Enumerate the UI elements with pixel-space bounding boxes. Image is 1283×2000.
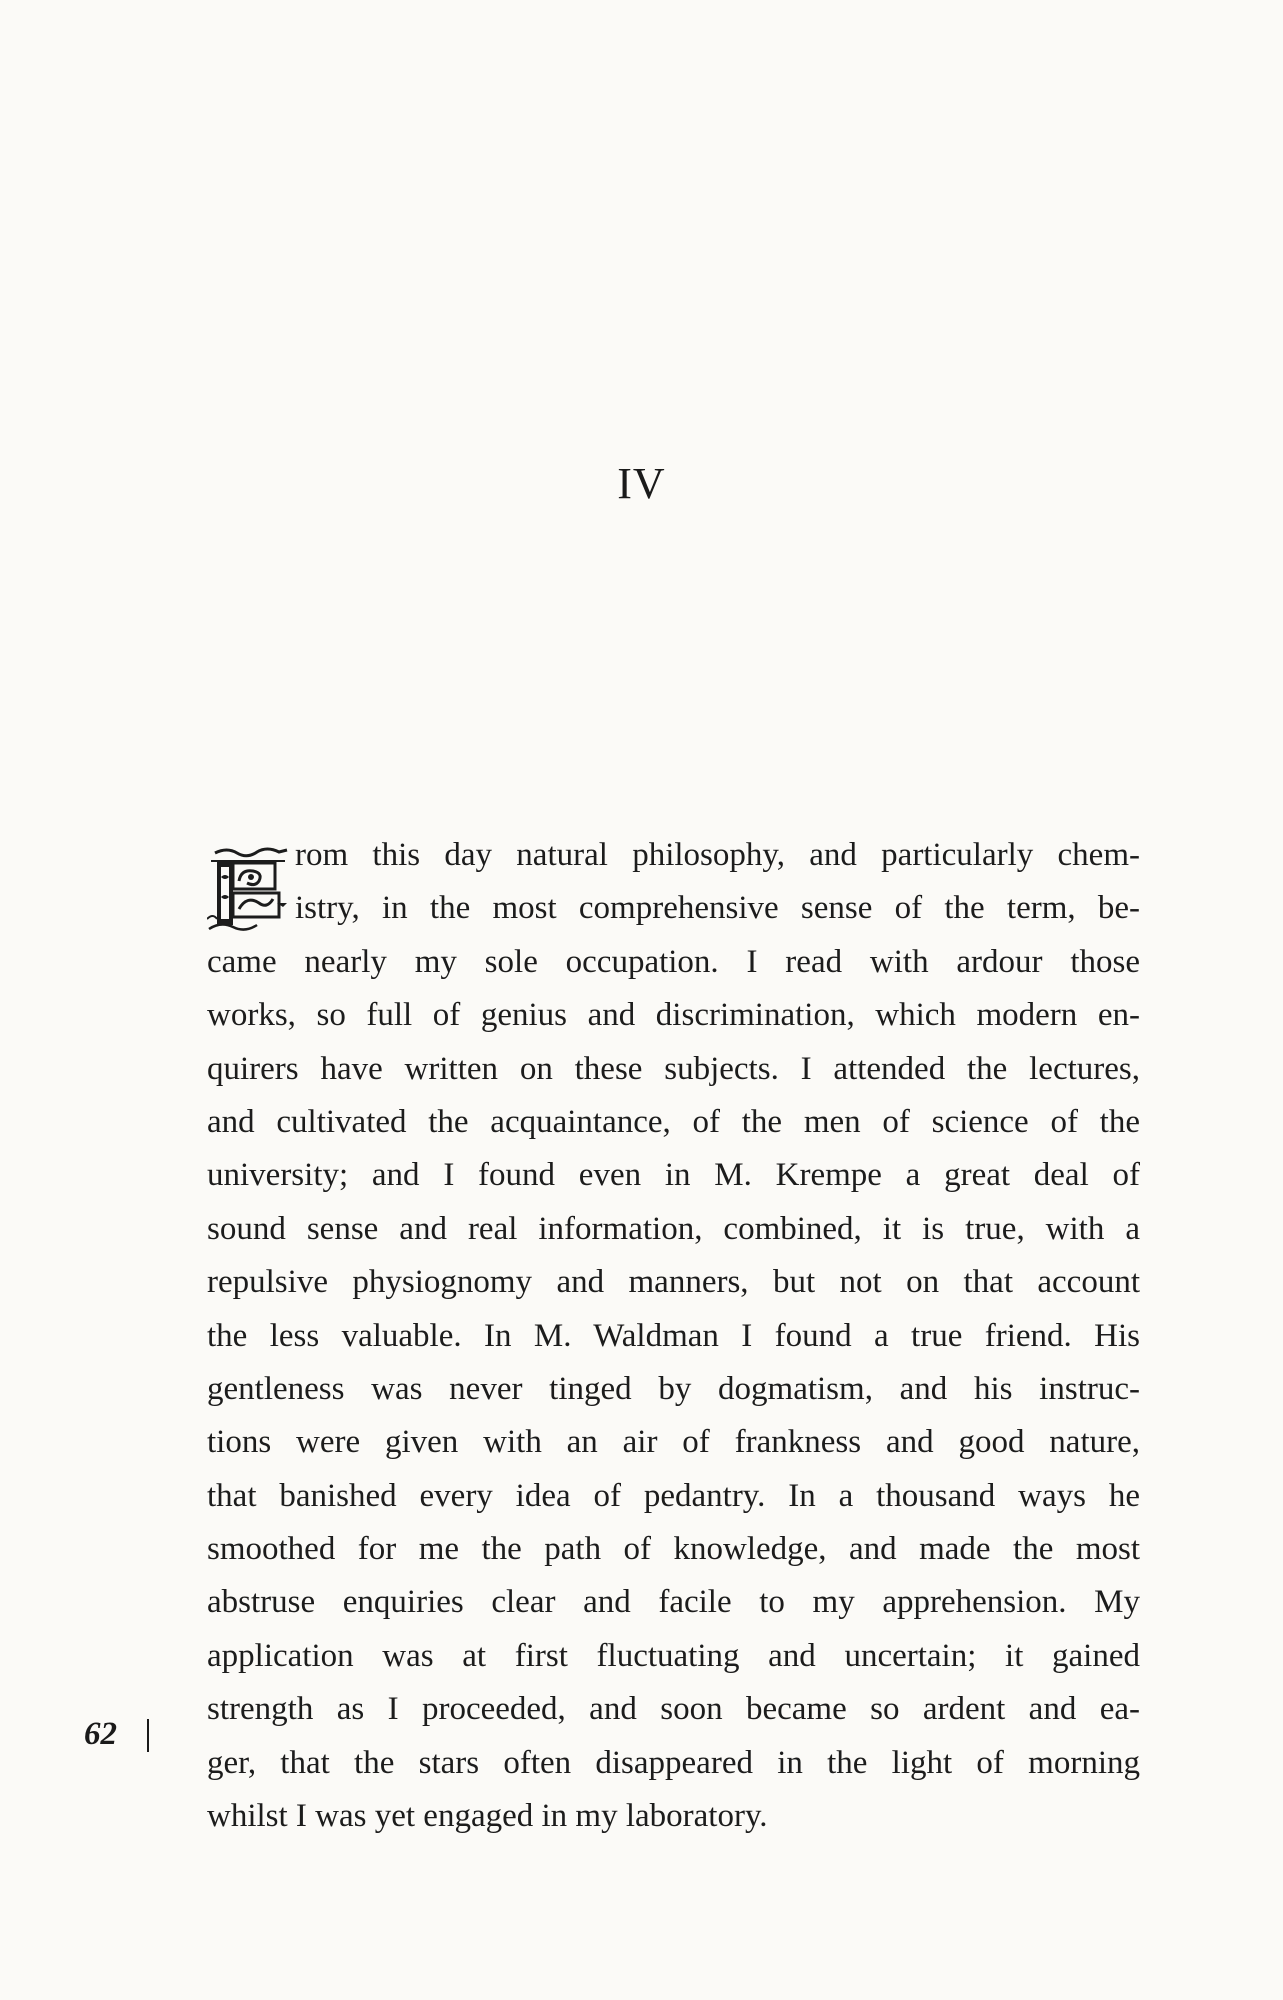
text-line: came nearly my sole occupation. I read with ardour those	[207, 943, 1140, 980]
text-line: the less valuable. In M. Waldman I found a true friend. His	[207, 1317, 1140, 1354]
folio-divider	[147, 1719, 149, 1752]
text-line: smoothed for me the path of knowledge, and made the most	[207, 1531, 1140, 1568]
text-line: ger, that the stars often disappeared in the light of morning	[207, 1744, 1140, 1781]
text-line: that banished every idea of pedantry. In a thousand ways he	[207, 1477, 1140, 1514]
text-line: istry, in the most comprehensive sense of the term, be-	[295, 890, 1140, 927]
text-line: works, so full of genius and discrimination, which modern en-	[207, 997, 1140, 1034]
text-line: abstruse enquiries clear and facile to my apprehension. My	[207, 1584, 1140, 1621]
text-line: university; and I found even in M. Krempe a great deal of	[207, 1157, 1140, 1194]
text-line: gentleness was never tinged by dogmatism, and his instruc-	[207, 1370, 1140, 1407]
text-line: strength as I proceeded, and soon became so ardent and ea-	[207, 1691, 1140, 1728]
text-line: sound sense and real information, combined, it is true, with a	[207, 1210, 1140, 1247]
text-line: rom this day natural philosophy, and particularly chem-	[295, 837, 1140, 873]
body-paragraph	[207, 829, 1140, 1843]
text-line: application was at first fluctuating and uncertain; it gained	[207, 1637, 1140, 1674]
text-line: tions were given with an air of frankness and good nature,	[207, 1424, 1140, 1461]
text-line: and cultivated the acquaintance, of the men of science of the	[207, 1103, 1140, 1140]
chapter-heading: IV	[617, 459, 666, 508]
text-line: whilst I was yet engaged in my laboratory.	[207, 1798, 768, 1835]
text-line: quirers have written on these subjects. I attended the lectures,	[207, 1050, 1140, 1087]
page-number: 62	[84, 1716, 117, 1752]
text-line: repulsive physiognomy and manners, but not on that account	[207, 1264, 1140, 1301]
